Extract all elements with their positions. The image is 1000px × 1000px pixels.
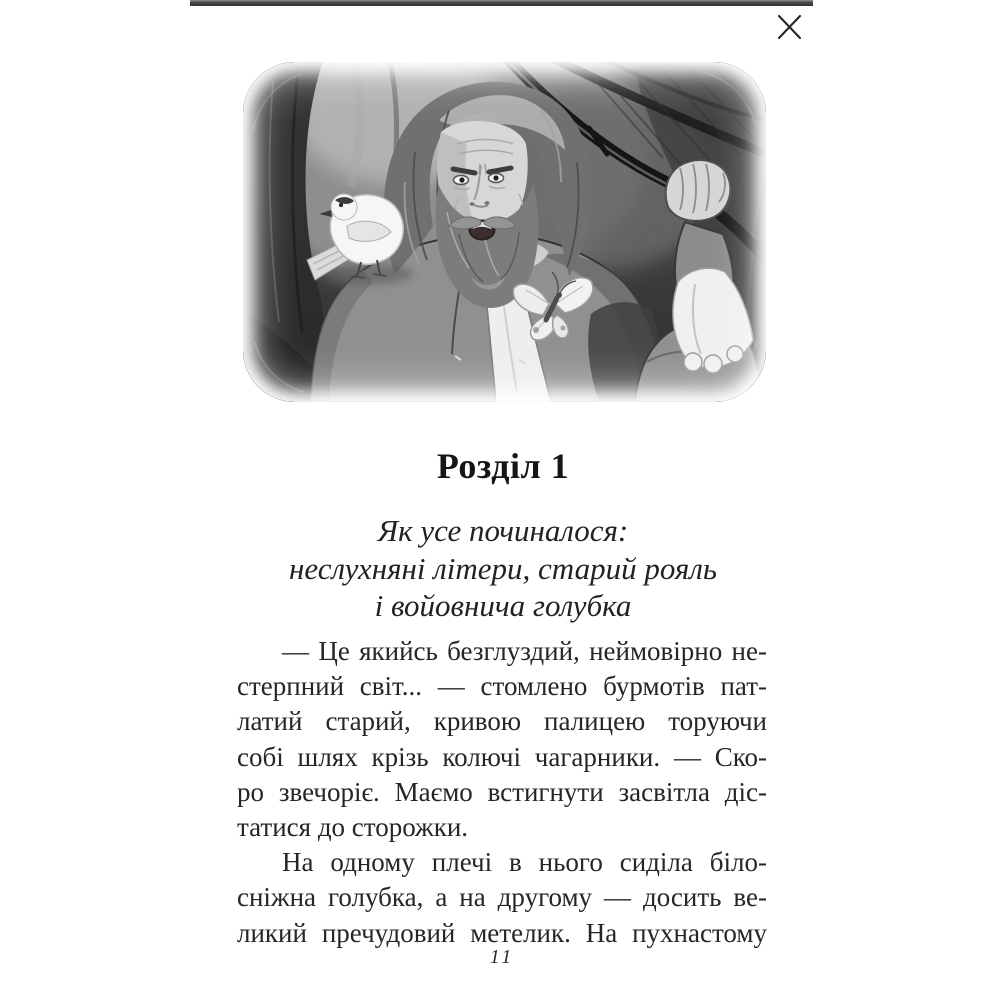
- window-top-bar: [190, 0, 813, 6]
- body-line: — Це якийсь безглуздий, неймовірно не-: [282, 636, 767, 666]
- subtitle-line: і войовнича голубка: [374, 588, 632, 623]
- body-line: татися до сторожки.: [237, 811, 469, 842]
- body-line: латий старий, кривою палицею торуючи: [237, 706, 767, 737]
- body-line: На одному плечі в нього сиділа біло-: [282, 847, 767, 878]
- body-line: собі шлях крізь колючі чагарники. — Ско-: [237, 741, 767, 772]
- chapter-illustration: [243, 62, 766, 402]
- chapter-subtitle: [192, 512, 814, 625]
- body-line: стерпний світ... — стомлено бурмотів пат-: [237, 671, 767, 702]
- body-line: ро звечоріє. Маємо встигнути засвітла діс-: [237, 776, 767, 807]
- body-text: [237, 634, 767, 951]
- chapter-title: Розділ 1: [436, 446, 570, 486]
- close-icon: [776, 13, 803, 41]
- close-button[interactable]: [772, 9, 808, 45]
- subtitle-line: Як усе починалося:: [377, 513, 629, 548]
- illustration-drawing: [243, 62, 766, 402]
- page-number: 11: [489, 946, 515, 968]
- subtitle-line: неслухняні літери, старий рояль: [289, 550, 717, 586]
- body-line: сніжна голубка, а на другому — досить ве-: [237, 882, 767, 913]
- body-line: ликий пречудовий метелик. На пухнастому: [237, 917, 767, 948]
